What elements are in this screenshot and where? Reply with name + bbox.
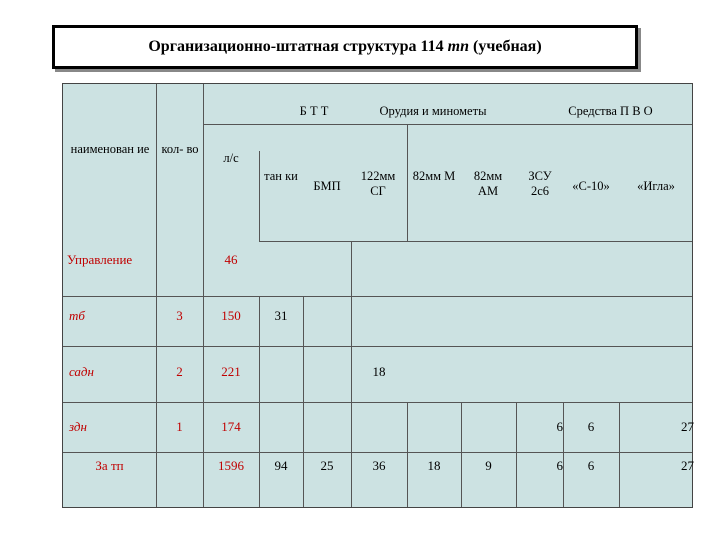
row-tb-ls: 150 [221,308,241,323]
grid-line [63,452,692,453]
header-guns: Орудия и минометы [379,104,487,118]
row-tb-name: тб [69,308,85,323]
grid-line [63,346,692,347]
structure-table [62,83,693,508]
row-tb-tanks: 31 [274,308,288,323]
row-total-bmp: 25 [320,458,334,473]
row-tb-count: 3 [176,308,183,323]
page-title [52,25,638,69]
header-name: наименован ие [70,142,150,156]
row-zdn-ls: 174 [221,419,241,434]
header-zsu: ЗСУ 2с6 [528,169,552,198]
header-count: кол- во [161,142,199,156]
header-82m: 82мм М [412,169,456,183]
row-total-tanks: 94 [274,458,288,473]
header-122: 122мм СГ [360,169,396,198]
grid-line [619,402,620,507]
header-bmp: БМП [313,179,341,193]
grid-line [407,124,408,241]
grid-line [563,402,564,507]
row-zdn-count: 1 [176,419,183,434]
row-total-82am: 9 [485,458,492,473]
row-zdn-zsu: 6 [556,419,563,434]
grid-line [259,151,260,241]
header-ls: л/с [223,151,239,165]
grid-line [259,241,692,242]
row-total-igla: 27 [681,458,694,473]
row-total-ls: 1596 [218,458,244,473]
row-zdn-igla: 27 [681,419,694,434]
grid-line [516,402,517,507]
grid-line [203,124,692,125]
header-tanks: тан ки [264,169,298,183]
row-total-82m: 18 [427,458,441,473]
header-82am: 82мм АМ [473,169,503,198]
row-total-zsu: 6 [556,458,563,473]
title-main: Организационно-штатная структура 114 [148,38,444,55]
grid-line [63,402,692,403]
row-total-name: За тп [95,458,124,473]
row-zdn-s10: 6 [587,419,595,434]
row-upr-ls: 46 [224,252,238,267]
row-sadn-ls: 221 [221,364,241,379]
grid-line [461,402,462,507]
row-sadn-122: 18 [372,364,386,379]
header-igla: «Игла» [637,179,675,193]
row-sadn-name: садн [69,364,94,379]
title-abbr: тп [447,38,469,55]
grid-line [63,296,692,297]
grid-line [407,402,408,507]
title-suffix: (учебная) [472,38,542,55]
header-s10: «С-10» [572,179,610,193]
row-total-s10: 6 [587,458,595,473]
header-btt: Б Т Т [299,104,329,118]
row-sadn-count: 2 [176,364,183,379]
row-upr-name: Управление [67,252,133,267]
row-total-122: 36 [372,458,386,473]
header-pvo: Средства П В О [568,104,653,118]
row-zdn-name: здн [69,419,87,434]
